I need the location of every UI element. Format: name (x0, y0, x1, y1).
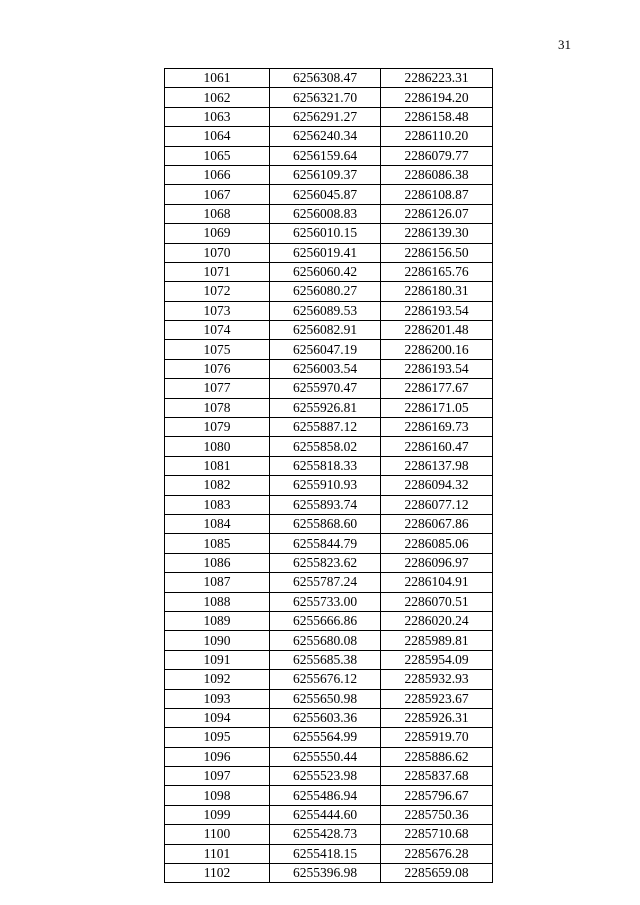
y-coordinate-cell: 2286201.48 (381, 321, 493, 340)
x-coordinate-cell: 6255910.93 (270, 476, 381, 495)
table-row (165, 456, 493, 475)
page-number: 31 (558, 37, 571, 52)
x-coordinate-cell: 6256010.15 (270, 224, 381, 243)
coordinates-table-body (165, 69, 493, 883)
table-row (165, 689, 493, 708)
point-number-cell: 1082 (165, 476, 270, 495)
point-number-cell: 1070 (165, 243, 270, 262)
table-row (165, 282, 493, 301)
y-coordinate-cell: 2286077.12 (381, 495, 493, 514)
table-row (165, 631, 493, 650)
point-number-cell: 1102 (165, 864, 270, 883)
point-number-cell: 1087 (165, 573, 270, 592)
point-number-cell: 1085 (165, 534, 270, 553)
x-coordinate-cell: 6256060.42 (270, 262, 381, 281)
y-coordinate-cell: 2285710.68 (381, 825, 493, 844)
y-coordinate-cell: 2285932.93 (381, 670, 493, 689)
table-row (165, 650, 493, 669)
point-number-cell: 1092 (165, 670, 270, 689)
y-coordinate-cell: 2286139.30 (381, 224, 493, 243)
table-row (165, 514, 493, 533)
point-number-cell: 1074 (165, 321, 270, 340)
x-coordinate-cell: 6256080.27 (270, 282, 381, 301)
x-coordinate-cell: 6255650.98 (270, 689, 381, 708)
table-row (165, 844, 493, 863)
point-number-cell: 1077 (165, 379, 270, 398)
x-coordinate-cell: 6255970.47 (270, 379, 381, 398)
table-row (165, 437, 493, 456)
x-coordinate-cell: 6255685.38 (270, 650, 381, 669)
point-number-cell: 1084 (165, 514, 270, 533)
coordinates-table (164, 68, 493, 883)
point-number-cell: 1062 (165, 88, 270, 107)
y-coordinate-cell: 2286096.97 (381, 553, 493, 572)
y-coordinate-cell: 2286165.76 (381, 262, 493, 281)
table-row (165, 301, 493, 320)
x-coordinate-cell: 6256003.54 (270, 359, 381, 378)
point-number-cell: 1068 (165, 204, 270, 223)
y-coordinate-cell: 2286200.16 (381, 340, 493, 359)
y-coordinate-cell: 2285926.31 (381, 708, 493, 727)
y-coordinate-cell: 2286156.50 (381, 243, 493, 262)
table-row (165, 321, 493, 340)
x-coordinate-cell: 6256045.87 (270, 185, 381, 204)
y-coordinate-cell: 2285750.36 (381, 805, 493, 824)
table-row (165, 553, 493, 572)
table-row (165, 340, 493, 359)
y-coordinate-cell: 2286070.51 (381, 592, 493, 611)
x-coordinate-cell: 6255680.08 (270, 631, 381, 650)
point-number-cell: 1075 (165, 340, 270, 359)
point-number-cell: 1090 (165, 631, 270, 650)
table-row (165, 805, 493, 824)
y-coordinate-cell: 2286104.91 (381, 573, 493, 592)
point-number-cell: 1098 (165, 786, 270, 805)
table-row (165, 243, 493, 262)
table-row (165, 708, 493, 727)
y-coordinate-cell: 2286137.98 (381, 456, 493, 475)
y-coordinate-cell: 2285989.81 (381, 631, 493, 650)
x-coordinate-cell: 6256308.47 (270, 69, 381, 88)
y-coordinate-cell: 2286110.20 (381, 127, 493, 146)
x-coordinate-cell: 6255926.81 (270, 398, 381, 417)
table-row (165, 573, 493, 592)
x-coordinate-cell: 6255666.86 (270, 611, 381, 630)
table-row (165, 786, 493, 805)
table-row (165, 825, 493, 844)
x-coordinate-cell: 6256047.19 (270, 340, 381, 359)
y-coordinate-cell: 2285954.09 (381, 650, 493, 669)
point-number-cell: 1073 (165, 301, 270, 320)
y-coordinate-cell: 2286169.73 (381, 418, 493, 437)
x-coordinate-cell: 6255550.44 (270, 747, 381, 766)
point-number-cell: 1081 (165, 456, 270, 475)
x-coordinate-cell: 6255887.12 (270, 418, 381, 437)
table-row (165, 262, 493, 281)
x-coordinate-cell: 6255486.94 (270, 786, 381, 805)
x-coordinate-cell: 6256008.83 (270, 204, 381, 223)
x-coordinate-cell: 6255818.33 (270, 456, 381, 475)
x-coordinate-cell: 6256291.27 (270, 107, 381, 126)
y-coordinate-cell: 2285796.67 (381, 786, 493, 805)
y-coordinate-cell: 2286085.06 (381, 534, 493, 553)
point-number-cell: 1071 (165, 262, 270, 281)
point-number-cell: 1080 (165, 437, 270, 456)
x-coordinate-cell: 6255396.98 (270, 864, 381, 883)
x-coordinate-cell: 6255564.99 (270, 728, 381, 747)
table-row (165, 728, 493, 747)
table-row (165, 495, 493, 514)
point-number-cell: 1066 (165, 165, 270, 184)
y-coordinate-cell: 2285923.67 (381, 689, 493, 708)
y-coordinate-cell: 2286108.87 (381, 185, 493, 204)
table-row (165, 418, 493, 437)
point-number-cell: 1072 (165, 282, 270, 301)
table-row (165, 224, 493, 243)
x-coordinate-cell: 6255428.73 (270, 825, 381, 844)
point-number-cell: 1099 (165, 805, 270, 824)
y-coordinate-cell: 2286158.48 (381, 107, 493, 126)
table-row (165, 88, 493, 107)
y-coordinate-cell: 2285886.62 (381, 747, 493, 766)
x-coordinate-cell: 6255893.74 (270, 495, 381, 514)
table-row (165, 204, 493, 223)
point-number-cell: 1094 (165, 708, 270, 727)
point-number-cell: 1088 (165, 592, 270, 611)
y-coordinate-cell: 2285837.68 (381, 767, 493, 786)
y-coordinate-cell: 2286067.86 (381, 514, 493, 533)
table-row (165, 107, 493, 126)
x-coordinate-cell: 6255858.02 (270, 437, 381, 456)
point-number-cell: 1065 (165, 146, 270, 165)
point-number-cell: 1078 (165, 398, 270, 417)
point-number-cell: 1079 (165, 418, 270, 437)
table-row (165, 185, 493, 204)
x-coordinate-cell: 6256109.37 (270, 165, 381, 184)
point-number-cell: 1095 (165, 728, 270, 747)
x-coordinate-cell: 6256159.64 (270, 146, 381, 165)
point-number-cell: 1076 (165, 359, 270, 378)
table-row (165, 476, 493, 495)
table-row (165, 146, 493, 165)
table-row (165, 69, 493, 88)
point-number-cell: 1100 (165, 825, 270, 844)
y-coordinate-cell: 2286180.31 (381, 282, 493, 301)
y-coordinate-cell: 2286160.47 (381, 437, 493, 456)
x-coordinate-cell: 6256089.53 (270, 301, 381, 320)
x-coordinate-cell: 6255868.60 (270, 514, 381, 533)
point-number-cell: 1093 (165, 689, 270, 708)
x-coordinate-cell: 6255444.60 (270, 805, 381, 824)
table-row (165, 592, 493, 611)
table-row (165, 534, 493, 553)
x-coordinate-cell: 6256019.41 (270, 243, 381, 262)
x-coordinate-cell: 6255733.00 (270, 592, 381, 611)
table-row (165, 864, 493, 883)
table-row (165, 398, 493, 417)
point-number-cell: 1091 (165, 650, 270, 669)
table-row (165, 127, 493, 146)
point-number-cell: 1097 (165, 767, 270, 786)
y-coordinate-cell: 2286193.54 (381, 301, 493, 320)
y-coordinate-cell: 2286086.38 (381, 165, 493, 184)
table-row (165, 611, 493, 630)
point-number-cell: 1089 (165, 611, 270, 630)
x-coordinate-cell: 6255523.98 (270, 767, 381, 786)
table-row (165, 767, 493, 786)
y-coordinate-cell: 2286079.77 (381, 146, 493, 165)
y-coordinate-cell: 2286177.67 (381, 379, 493, 398)
table-row (165, 165, 493, 184)
y-coordinate-cell: 2285676.28 (381, 844, 493, 863)
table-row (165, 379, 493, 398)
x-coordinate-cell: 6255418.15 (270, 844, 381, 863)
y-coordinate-cell: 2286126.07 (381, 204, 493, 223)
x-coordinate-cell: 6256240.34 (270, 127, 381, 146)
y-coordinate-cell: 2286194.20 (381, 88, 493, 107)
y-coordinate-cell: 2286020.24 (381, 611, 493, 630)
table-row (165, 359, 493, 378)
table-row (165, 670, 493, 689)
x-coordinate-cell: 6255844.79 (270, 534, 381, 553)
point-number-cell: 1063 (165, 107, 270, 126)
point-number-cell: 1067 (165, 185, 270, 204)
y-coordinate-cell: 2286223.31 (381, 69, 493, 88)
x-coordinate-cell: 6256321.70 (270, 88, 381, 107)
x-coordinate-cell: 6255676.12 (270, 670, 381, 689)
x-coordinate-cell: 6255603.36 (270, 708, 381, 727)
x-coordinate-cell: 6255787.24 (270, 573, 381, 592)
y-coordinate-cell: 2286094.32 (381, 476, 493, 495)
point-number-cell: 1101 (165, 844, 270, 863)
y-coordinate-cell: 2285919.70 (381, 728, 493, 747)
x-coordinate-cell: 6256082.91 (270, 321, 381, 340)
point-number-cell: 1086 (165, 553, 270, 572)
x-coordinate-cell: 6255823.62 (270, 553, 381, 572)
point-number-cell: 1096 (165, 747, 270, 766)
table-row (165, 747, 493, 766)
point-number-cell: 1064 (165, 127, 270, 146)
y-coordinate-cell: 2286193.54 (381, 359, 493, 378)
point-number-cell: 1083 (165, 495, 270, 514)
y-coordinate-cell: 2286171.05 (381, 398, 493, 417)
point-number-cell: 1061 (165, 69, 270, 88)
point-number-cell: 1069 (165, 224, 270, 243)
y-coordinate-cell: 2285659.08 (381, 864, 493, 883)
